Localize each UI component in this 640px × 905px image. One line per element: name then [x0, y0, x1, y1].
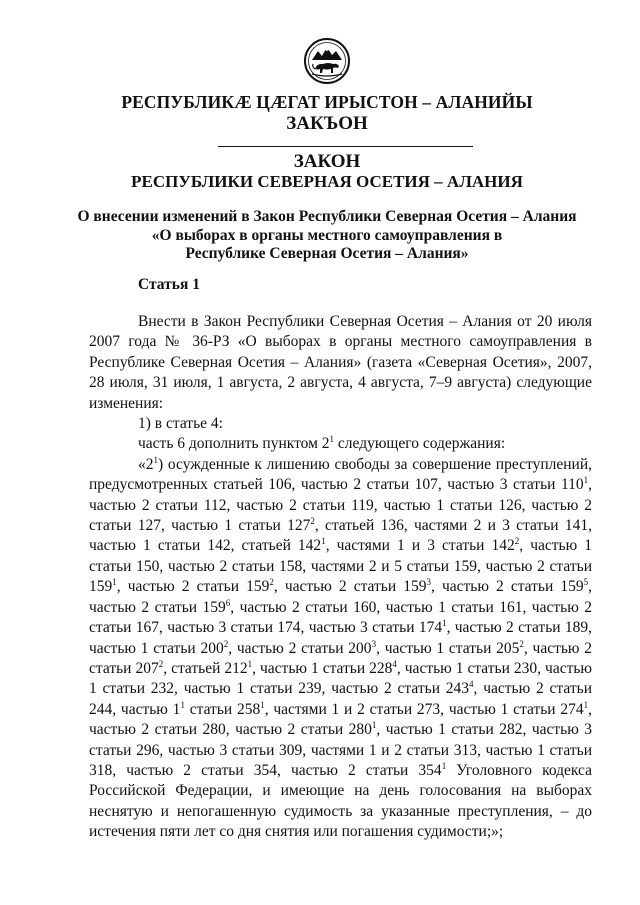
- text-run: , частью 2 статьи 200: [228, 639, 372, 657]
- superscript: 1: [180, 699, 185, 710]
- superscript: 1: [260, 699, 265, 710]
- text-run: Уголовного кодекса Российской Федерации, и имеющие на день голосования на выборах неснятую и непогашенную судимость за указанные преступления, – до истечения пяти лет со дня снятия или погашения судимости;»;: [89, 761, 592, 841]
- text-run: , частями 1 и 2 статьи 273, частью 1 статьи 274: [264, 700, 584, 718]
- text-run: , частью 2 статьи 160, частью 1 статьи 161, частью 2 статьи 167, частью 3 статьи 174, частью 3 статьи 174: [89, 598, 592, 637]
- superscript: 1: [153, 454, 158, 465]
- text-run: , частью 1 статьи 230, частью 1 статьи 232, частью 1 статьи 239, частью 2 статьи 243: [89, 659, 592, 698]
- superscript: 2: [310, 516, 315, 527]
- text-run: , частью 2 статьи 159: [89, 578, 592, 616]
- text-run: , частями 1 и 3 статьи 142: [325, 537, 515, 555]
- superscript: 3: [426, 577, 431, 588]
- law-word-ossetian: ЗАКЪОН: [286, 113, 368, 134]
- text-run: , статьей 212: [163, 659, 248, 677]
- text-run: , частью 1 статьи 282, частью 3 статьи 296, частью 3 статьи 309, частями 1 и 2 статьи 313, частью 1 статьи 318, частью 2 статьи 354, частью 2 статьи 354: [89, 721, 592, 779]
- law-title-line: «О выборах в органы местного самоуправления в: [151, 226, 503, 244]
- text-run: , частью 2 статьи 189, частью 1 статьи 200: [89, 619, 592, 657]
- superscript: 3: [371, 638, 377, 649]
- text-run: , статьей 136, частями 2 и 3 статьи 141, частью 1 статьи 142, статьей 142: [89, 517, 592, 555]
- republic-name-russian: РЕСПУБЛИКИ СЕВЕРНАЯ ОСЕТИЯ – АЛАНИЯ: [131, 172, 523, 191]
- text-run: «2: [138, 455, 154, 473]
- superscript: 2: [514, 536, 520, 547]
- superscript: 6: [225, 597, 231, 608]
- superscript: 1: [442, 618, 447, 629]
- text-run: ) осужденные к лишению свободы за совершение преступлений, предусмотренных статьей 106, частью 2 статьи 107, частью 3 статьи 110: [89, 455, 592, 494]
- law-title: [0, 208, 640, 264]
- text-run: , частью 1 статьи 228: [252, 659, 393, 677]
- text-run: , частью 1 статьи 150, частью 2 статьи 158, частями 2 и 5 статьи 159, частью 2 статьи 159: [89, 537, 592, 596]
- paragraph: [89, 414, 592, 434]
- superscript: 1: [321, 536, 326, 547]
- text-run: статьи 258: [184, 700, 261, 718]
- law-word-russian: ЗАКОН: [293, 151, 361, 172]
- coat-of-arms-icon: [304, 36, 350, 86]
- text-run: , частью 1 статьи 205: [376, 639, 520, 657]
- law-title-line: О внесении изменений в Закон Республики Северная Осетия – Алания: [77, 208, 577, 225]
- text-run: , частью 2 статьи 159: [431, 578, 584, 596]
- text-run: , частью 2 статьи 159: [116, 578, 270, 596]
- law-title-line: Республике Северная Осетия – Алания»: [185, 245, 469, 262]
- superscript: 2: [158, 658, 164, 669]
- superscript: 2: [269, 577, 274, 588]
- text-run: 1) в статье 4:: [138, 415, 223, 433]
- paragraph: [89, 455, 592, 843]
- superscript: 2: [519, 638, 524, 649]
- header-divider: [218, 146, 473, 147]
- paragraph: [89, 434, 592, 454]
- text-run: , частью 2 статьи 280, частью 2 статьи 280: [89, 700, 592, 739]
- superscript: 4: [392, 658, 397, 669]
- text-run: Внести в Закон Республики Северная Осетия – Алания от 20 июля 2007 года № 36-РЗ «О выборах в органы местного самоуправления в Республике Северная Осетия – Алания» (газета «Северная Осетия», 2007, 28 июля, 31 июля, 1 августа, 2 августа, 4 августа, 7–9 августа) следующие изменения:: [89, 313, 592, 412]
- superscript: 2: [223, 638, 229, 649]
- superscript: 1: [441, 760, 447, 771]
- superscript: 1: [583, 475, 589, 486]
- text-run: , частью 2 статьи 159: [273, 578, 427, 596]
- superscript: 5: [583, 577, 589, 588]
- superscript: 1: [371, 720, 377, 731]
- article-heading: Статья 1: [138, 276, 200, 293]
- text-run: , частью 2 статьи 244, частью 1: [89, 680, 592, 718]
- superscript: 1: [329, 434, 335, 445]
- superscript: 1: [583, 699, 589, 710]
- text-run: следующего содержания:: [334, 435, 506, 453]
- text-run: , частью 2 статьи 207: [89, 639, 593, 677]
- superscript: 4: [469, 679, 474, 690]
- paragraph: [89, 312, 592, 414]
- superscript: 1: [247, 658, 253, 669]
- republic-name-ossetian: РЕСПУБЛИКӔ ЦӔГАТ ИРЫСТОН – АЛАНИЙЫ: [121, 92, 533, 112]
- text-run: часть 6 дополнить пунктом 2: [138, 435, 330, 453]
- document-body: [89, 312, 592, 843]
- text-run: , частью 2 статьи 112, частью 2 статьи 119, частью 1 статьи 126, частью 2 статьи 127, частью 1 статьи 127: [89, 476, 592, 535]
- superscript: 1: [112, 577, 117, 588]
